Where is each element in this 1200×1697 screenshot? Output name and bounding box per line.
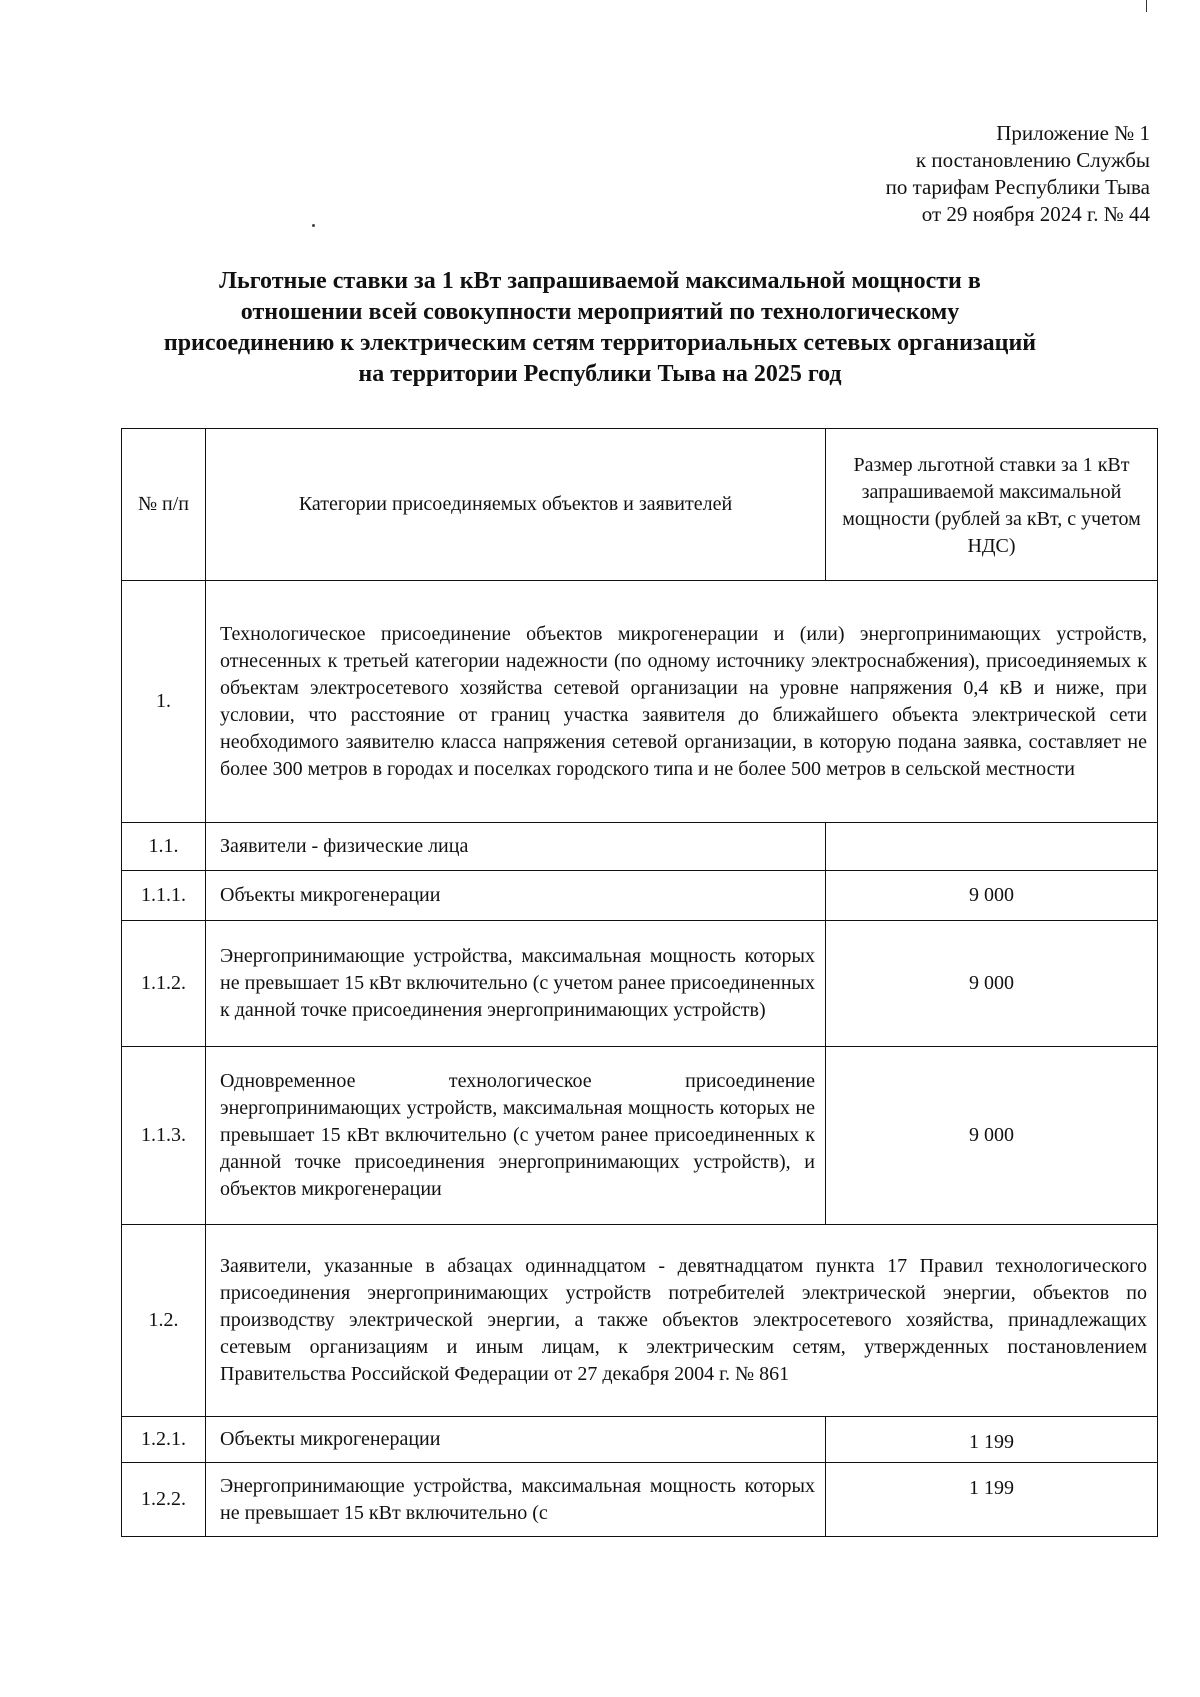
row-rate: 1 199 <box>826 1463 1158 1537</box>
row-num: 1.2.1. <box>122 1417 206 1463</box>
row-num: 1.1.3. <box>122 1047 206 1225</box>
table-row <box>122 1417 1158 1463</box>
row-num: 1.1. <box>122 823 206 871</box>
row-rate: 1 199 <box>826 1417 1158 1463</box>
row-category: Заявители, указанные в абзацах одиннадцатом - девятнадцатом пункта 17 Правил технологического присоединения энергопринимающих устройств потребителей электрической энергии, объектов по производству электрической энергии, а также объектов электросетевого хозяйства, принадлежащих сетевым организациям и иным лицам, к электрическим сетям, утвержденных постановлением Правительства Российской Федерации от 27 декабря 2004 г. № 861 <box>206 1225 1158 1417</box>
title-line-3: присоединению к электрическим сетям территориальных сетевых организаций <box>163 330 1037 356</box>
row-rate <box>826 823 1158 871</box>
table-row <box>122 823 1158 871</box>
scan-corner-mark <box>1146 0 1147 12</box>
table-row <box>122 1463 1158 1537</box>
table-row <box>122 1047 1158 1225</box>
row-category: Заявители - физические лица <box>206 823 826 871</box>
document-title <box>80 266 1120 390</box>
row-rate: 9 000 <box>826 921 1158 1047</box>
row-rate: 9 000 <box>826 871 1158 921</box>
header-num: № п/п <box>122 429 206 581</box>
row-category: Энергопринимающие устройства, максимальная мощность которых не превышает 15 кВт включительно (с <box>206 1463 826 1537</box>
row-category: Энергопринимающие устройства, максимальная мощность которых не превышает 15 кВт включительно (с учетом ранее присоединенных к данной точке присоединения энергопринимающих устройств) <box>206 921 826 1047</box>
header-category: Категории присоединяемых объектов и заявителей <box>206 429 826 581</box>
tariff-table <box>121 428 1158 1537</box>
table-row <box>122 1225 1158 1417</box>
row-rate: 9 000 <box>826 1047 1158 1225</box>
appendix-line-4: от 29 ноября 2024 г. № 44 <box>921 202 1150 226</box>
row-num: 1. <box>122 581 206 823</box>
row-category: Объекты микрогенерации <box>206 871 826 921</box>
scan-speck <box>312 224 315 227</box>
table-row <box>122 581 1158 823</box>
title-line-4: на территории Республики Тыва на 2025 год <box>358 361 842 387</box>
row-num: 1.1.2. <box>122 921 206 1047</box>
appendix-line-2: к постановлению Службы <box>915 148 1150 172</box>
title-line-1: Льготные ставки за 1 кВт запрашиваемой максимальной мощности в <box>219 268 981 294</box>
table-row <box>122 871 1158 921</box>
row-num: 1.2. <box>122 1225 206 1417</box>
row-category: Объекты микрогенерации <box>206 1417 826 1463</box>
appendix-block <box>730 120 1150 228</box>
row-category: Одновременное технологическое присоединение энергопринимающих устройств, максимальная мощность которых не превышает 15 кВт включительно (с учетом ранее присоединенных к данной точке присоединения энергопринимающих устройств), и объектов микрогенерации <box>206 1047 826 1225</box>
title-line-2: отношении всей совокупности мероприятий по технологическому <box>240 299 960 325</box>
table-row <box>122 921 1158 1047</box>
table-header-row <box>122 429 1158 581</box>
header-rate: Размер льготной ставки за 1 кВт запрашиваемой максимальной мощности (рублей за кВт, с учетом НДС) <box>826 429 1158 581</box>
row-num: 1.1.1. <box>122 871 206 921</box>
appendix-line-3: по тарифам Республики Тыва <box>885 175 1150 199</box>
row-category: Технологическое присоединение объектов микрогенерации и (или) энергопринимающих устройств, отнесенных к третьей категории надежности (по одному источнику электроснабжения), присоединяемых к объектам электросетевого хозяйства сетевой организации на уровне напряжения 0,4 кВ и ниже, при условии, что расстояние от границ участка заявителя до ближайшего объекта электрической сети необходимого заявителю класса напряжения сетевой организации, в которую подана заявка, составляет не более 300 метров в городах и поселках городского типа и не более 500 метров в сельской местности <box>206 581 1158 823</box>
row-num: 1.2.2. <box>122 1463 206 1537</box>
appendix-line-1: Приложение № 1 <box>996 121 1150 145</box>
